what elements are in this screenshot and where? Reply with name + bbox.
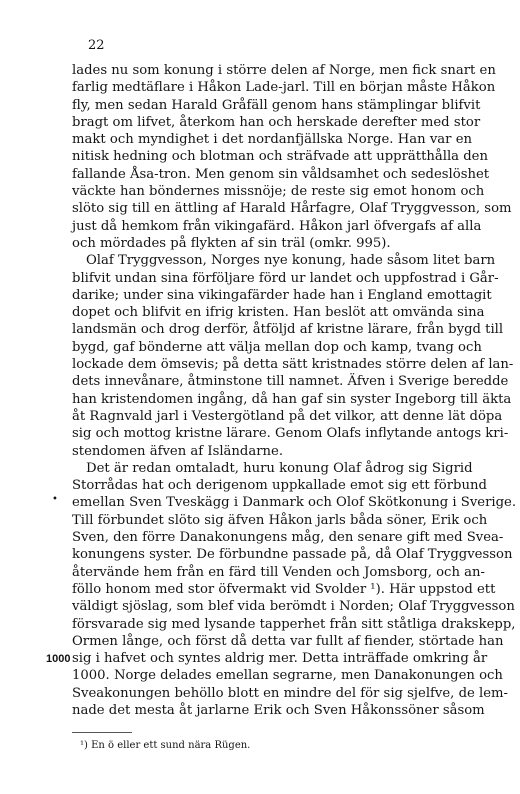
text-line: darike; under sina vikingafärder hade han i England emottagit: [72, 287, 492, 303]
margin-mark: •: [52, 494, 58, 505]
text-line: Ormen långe, och först då detta var fullt af fiender, störtade han: [72, 633, 504, 649]
margin-year: 1000: [46, 653, 71, 665]
text-line: dets innevånare, åtminstone till namnet. Äfven i Sverige beredde: [72, 374, 509, 390]
text-line: konungens syster. De förbundne passade på, då Olaf Tryggvesson: [72, 547, 513, 563]
text-line: emellan Sven Tveskägg i Danmark och Olof Skötkonung i Sverige.: [72, 495, 517, 511]
text-line: sig och mottog kristne lärare. Genom Olafs inflytande antogs kri-: [72, 426, 509, 442]
text-line: nade det mesta åt jarlarne Erik och Sven Håkonssöner såsom: [72, 702, 485, 718]
text-line: han kristendomen ingång, då han gaf sin syster Ingeborg till äkta: [72, 391, 512, 407]
text-line: lades nu som konung i större delen af Norge, men fick snart en: [72, 63, 496, 78]
text-line: slöto sig till en ättling af Harald Hårfagre, Olaf Tryggvesson, som: [72, 201, 512, 217]
text-line: 1000. Norge delades emellan segrarne, men Danakonungen och: [72, 668, 503, 684]
text-line: återvände hem från en färd till Venden och Jomsborg, och an-: [72, 564, 485, 580]
text-line: bragt om lifvet, återkom han och herskade derefter med stor: [72, 114, 481, 130]
text-line: bygd, gaf bönderne att välja mellan dop och kamp, tvang och: [72, 339, 482, 355]
text-line: sig i hafvet och syntes aldrig mer. Detta inträffade omkring år: [72, 651, 488, 667]
text-line: försvarade sig med lysande tapperhet från sitt ståtliga drakskepp,: [72, 616, 516, 632]
text-line: nitisk hedning och blotman och sträfvade att upprätthålla den: [72, 149, 488, 165]
text-line: makt och myndighet i det nordanfjällska Norge. Han var en: [72, 132, 472, 148]
text-line: väldigt sjöslag, som blef vida berömdt i Norden; Olaf Tryggvesson: [72, 599, 515, 615]
text-line: farlig medtäflare i Håkon Lade-jarl. Till en början måste Håkon: [72, 80, 496, 96]
body-text: [72, 62, 517, 719]
text-line: Storrådas hat och derigenom uppkallade emot sig ett förbund: [72, 478, 487, 494]
text-line: blifvit undan sina förföljare förd ur landet och uppfostrad i Går-: [72, 270, 499, 286]
text-line: landsmän och drog derför, åtföljd af kristne lärare, från bygd till: [72, 322, 504, 338]
text-line: dopet och blifvit en ifrig kristen. Han beslöt att omvända sina: [72, 305, 485, 321]
text-line: Till förbundet slöto sig äfven Håkon jarls båda söner, Erik och: [72, 512, 488, 528]
footnote: ¹) En ö eller ett sund nära Rügen.: [80, 740, 251, 751]
footnote-rule: [72, 732, 132, 733]
text-line: föllo honom med stor öfvermakt vid Svolder ¹). Här uppstod ett: [72, 581, 496, 597]
text-line: Det är redan omtaladt, huru konung Olaf ådrog sig Sigrid: [86, 460, 473, 476]
text-line: lockade dem ömsevis; på detta sätt kristnades större delen af lan-: [72, 357, 514, 373]
text-line: åt Ragnvald jarl i Vestergötland på det vilkor, att denne lät döpa: [72, 408, 503, 424]
text-line: väckte han böndernes missnöje; de reste sig emot honom och: [72, 184, 485, 200]
text-line: just då hemkom från vikingafärd. Håkon jarl öfvergafs af alla: [72, 218, 482, 234]
text-line: Sven, den förre Danakonungens måg, den senare gift med Svea-: [72, 530, 504, 546]
page-number: 22: [88, 38, 105, 53]
text-line: fly, men sedan Harald Gråfäll genom hans stämplingar blifvit: [72, 97, 481, 113]
text-line: fallande Åsa-tron. Men genom sin våldsamhet och sedeslöshet: [72, 166, 490, 182]
text-line: stendomen äfven af Isländarne.: [72, 443, 284, 459]
text-line: Sveakonungen behöllo blott en mindre del för sig sjelfve, de lem-: [72, 685, 508, 701]
text-line: Olaf Tryggvesson, Norges nye konung, hade såsom litet barn: [86, 253, 496, 269]
text-line: och mördades på flykten af sin träl (omkr. 995).: [72, 235, 391, 251]
